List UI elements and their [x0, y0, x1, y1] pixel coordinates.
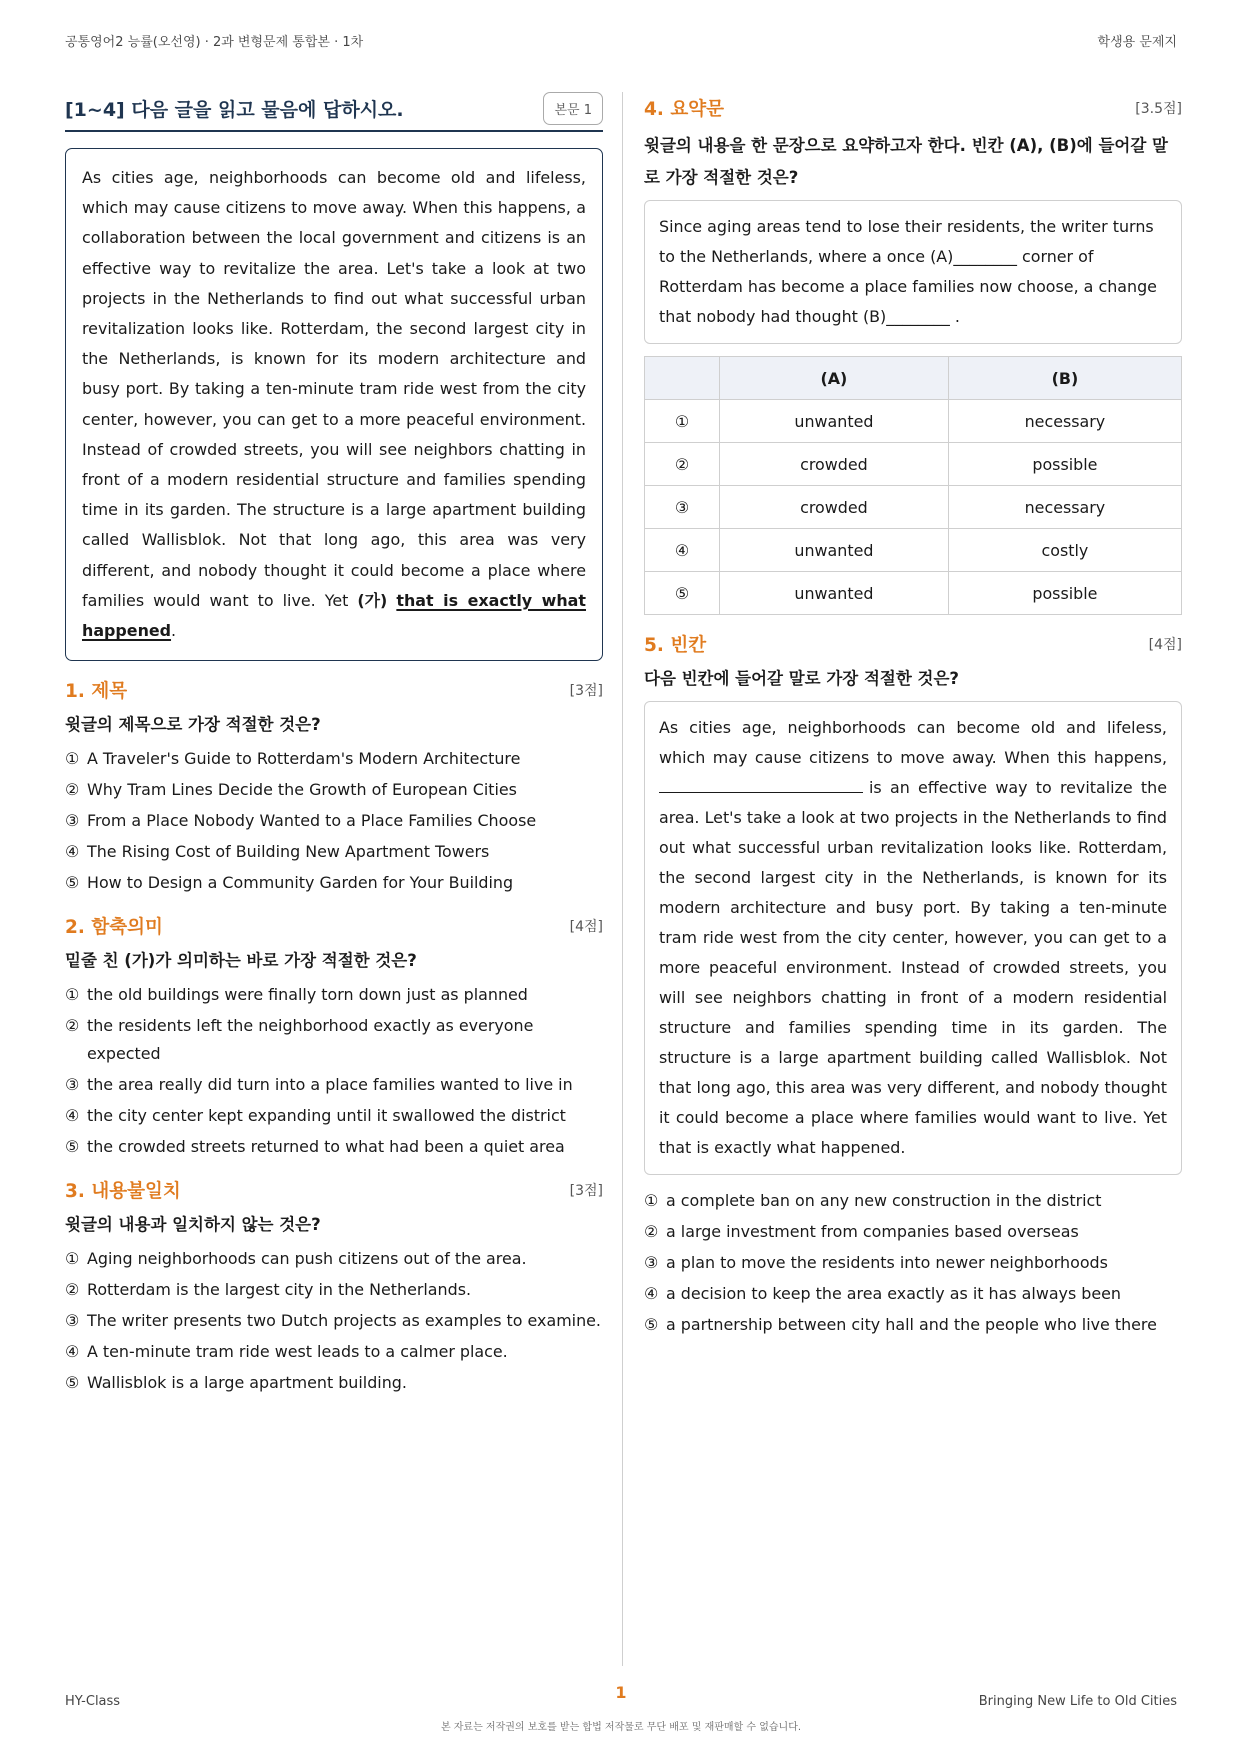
- option-text: the crowded streets returned to what had been a quiet area: [87, 1137, 565, 1157]
- table-corner: [645, 357, 720, 400]
- cell-a: crowded: [720, 486, 949, 529]
- option-text: the city center kept expanding until it swallowed the district: [87, 1106, 566, 1126]
- table-row[interactable]: [645, 572, 1182, 615]
- option-number: ①: [645, 400, 720, 443]
- copyright-note: 본 자료는 저작권의 보호를 받는 합법 저작물로 무단 배포 및 재판매할 수 없습니다.: [440, 1722, 802, 1733]
- option-number: ②: [65, 1280, 80, 1300]
- q2-option[interactable]: [65, 981, 603, 1009]
- q2-option[interactable]: [65, 1012, 603, 1068]
- option-number: ④: [65, 842, 80, 862]
- q2-prompt: 밑줄 친 (가)가 의미하는 바로 가장 적절한 것은?: [65, 951, 417, 971]
- page-number: 1: [615, 1683, 627, 1702]
- column-divider: [622, 92, 623, 1666]
- q1-option[interactable]: [65, 838, 603, 866]
- cell-b: necessary: [948, 486, 1181, 529]
- option-text: Rotterdam is the largest city in the Netherlands.: [87, 1280, 472, 1300]
- option-number: ③: [65, 1311, 80, 1331]
- q1-option[interactable]: [65, 745, 603, 773]
- passage-tag: 본문 1: [543, 92, 603, 125]
- cell-b: costly: [948, 529, 1181, 572]
- q3-option[interactable]: [65, 1338, 603, 1366]
- option-text: Wallisblok is a large apartment building.: [87, 1373, 407, 1393]
- q3-prompt: 윗글의 내용과 일치하지 않는 것은?: [65, 1215, 321, 1235]
- option-number: ①: [65, 1249, 80, 1269]
- q1-option[interactable]: [65, 869, 603, 897]
- header-left: 공통영어2 능률(오선영) · 2과 변형문제 통합본 · 1차: [65, 35, 364, 50]
- q1-options: [65, 745, 603, 897]
- passage-marker: (가): [357, 590, 388, 610]
- cell-b: possible: [948, 443, 1181, 486]
- option-number: ①: [644, 1191, 659, 1210]
- q5-prompt: 다음 빈칸에 들어갈 말로 가장 적절한 것은?: [644, 669, 960, 688]
- cell-a: unwanted: [720, 400, 949, 443]
- table-row[interactable]: [645, 400, 1182, 443]
- q5-title: 5. 빈칸: [644, 635, 707, 656]
- q1-title: 1. 제목: [65, 681, 128, 703]
- blank-passage-after: is an effective way to revitalize the area. Let's take a look at two projects in the Netherlands to find out what successful urban revitalization looks like. Rotterdam, the second largest city in the Netherlands, is known for its modern architecture and busy port. By taking a ten-minute tram ride west from the city center, however, you can get to a more peaceful environment. Instead of crowded streets, you will see neighbors chatting in front of a modern residential structure and families spending time in its garden. The structure is a large apartment building called Wallisblok. Not that long ago, this area was very different, and nobody thought it could become a place where families would want to live. Yet that is exactly what happened.: [659, 778, 1167, 1157]
- option-text: the old buildings were finally torn down just as planned: [87, 985, 528, 1005]
- table-row[interactable]: [645, 529, 1182, 572]
- option-text: a plan to move the residents into newer neighborhoods: [666, 1253, 1108, 1272]
- q5-option[interactable]: [644, 1187, 1182, 1215]
- option-text: From a Place Nobody Wanted to a Place Families Choose: [87, 811, 537, 831]
- q2-options: [65, 981, 603, 1161]
- q5-options: [644, 1187, 1182, 1339]
- cell-b: possible: [948, 572, 1181, 615]
- option-number: ③: [65, 1075, 80, 1095]
- passage-box: [65, 148, 603, 661]
- q5-option[interactable]: [644, 1280, 1182, 1308]
- q3-option[interactable]: [65, 1276, 603, 1304]
- option-number: ④: [65, 1342, 80, 1362]
- q1-option[interactable]: [65, 776, 603, 804]
- option-number: ③: [644, 1253, 659, 1272]
- option-text: The Rising Cost of Building New Apartment Towers: [87, 842, 490, 862]
- option-number: ④: [645, 529, 720, 572]
- option-text: The writer presents two Dutch projects as examples to examine.: [87, 1311, 601, 1331]
- blank-line: [659, 776, 863, 793]
- option-number: ⑤: [644, 1315, 659, 1334]
- option-text: Aging neighborhoods can push citizens out of the area.: [87, 1249, 527, 1269]
- option-text: A ten-minute tram ride west leads to a calmer place.: [87, 1342, 508, 1362]
- q3-option[interactable]: [65, 1307, 603, 1335]
- cell-a: crowded: [720, 443, 949, 486]
- passage-end: .: [171, 621, 177, 641]
- cell-a: unwanted: [720, 572, 949, 615]
- question-3: [65, 1171, 603, 1397]
- option-text: the area really did turn into a place families wanted to live in: [87, 1075, 573, 1095]
- question-4: [644, 86, 1182, 615]
- option-number: ①: [65, 749, 80, 769]
- q1-option[interactable]: [65, 807, 603, 835]
- q3-option[interactable]: [65, 1245, 603, 1273]
- option-text: How to Design a Community Garden for Your Building: [87, 873, 514, 893]
- blank-passage-box: [644, 701, 1182, 1175]
- q2-option[interactable]: [65, 1133, 603, 1161]
- option-text: Why Tram Lines Decide the Growth of European Cities: [87, 780, 517, 800]
- option-number: ④: [644, 1284, 659, 1303]
- question-5: [644, 625, 1182, 1339]
- option-number: ②: [645, 443, 720, 486]
- column-header-b: (B): [948, 357, 1181, 400]
- option-text: a partnership between city hall and the people who live there: [666, 1315, 1157, 1334]
- q3-points: [3점]: [569, 1183, 603, 1200]
- q5-option[interactable]: [644, 1218, 1182, 1246]
- q1-points: [3점]: [569, 683, 603, 700]
- q5-option[interactable]: [644, 1311, 1182, 1339]
- question-group-header: [65, 86, 603, 132]
- option-number: ④: [65, 1106, 80, 1126]
- underlined-phrase: that is exactly what happened: [82, 590, 586, 641]
- option-number: ②: [65, 780, 80, 800]
- question-2: [65, 907, 603, 1161]
- q2-option[interactable]: [65, 1071, 603, 1099]
- q4-points: [3.5점]: [1135, 101, 1182, 117]
- q4-title: 4. 요약문: [644, 99, 724, 120]
- option-text: a large investment from companies based overseas: [666, 1222, 1079, 1241]
- q2-points: [4점]: [569, 919, 603, 936]
- passage-text: As cities age, neighborhoods can become old and lifeless, which may cause citizens to move away. When this happens, a collaboration between the local government and citizens is an effective way to revitalize the area. Let's take a look at two projects in the Netherlands to find out what successful urban revitalization looks like. Rotterdam, the second largest city in the Netherlands, is known for its modern architecture and busy port. By taking a ten-minute tram ride west from the city center, however, you can get to a more peaceful environment. Instead of crowded streets, you will see neighbors chatting in front of a modern residential structure and families spending time in its garden. The structure is a large apartment building called Wallisblok. Not that long ago, this area was very different, and nobody thought it could become a place where families would want to live. Yet: [82, 168, 586, 610]
- left-column: [65, 86, 603, 1400]
- column-header-a: (A): [720, 357, 949, 400]
- option-text: a decision to keep the area exactly as it has always been: [666, 1284, 1122, 1303]
- option-number: ⑤: [65, 1373, 80, 1393]
- summary-box: Since aging areas tend to lose their residents, the writer turns to the Netherlands, where a once (A)________ corner of Rotterdam has become a place families now choose, a change that nobody had thought (B)________ .: [644, 200, 1182, 344]
- q5-option[interactable]: [644, 1249, 1182, 1277]
- q3-options: [65, 1245, 603, 1397]
- option-number: ⑤: [65, 873, 80, 893]
- q3-title: 3. 내용불일치: [65, 1181, 181, 1203]
- option-number: ②: [65, 1016, 80, 1036]
- option-number: ①: [65, 985, 80, 1005]
- right-column: [644, 86, 1182, 1342]
- q3-option[interactable]: [65, 1369, 603, 1397]
- q1-prompt: 윗글의 제목으로 가장 적절한 것은?: [65, 715, 321, 735]
- header-right: 학생용 문제지: [1097, 35, 1177, 50]
- answer-table: [644, 356, 1182, 615]
- cell-b: necessary: [948, 400, 1181, 443]
- footer-right: Bringing New Life to Old Cities: [978, 1694, 1177, 1709]
- table-row[interactable]: [645, 486, 1182, 529]
- option-number: ③: [65, 811, 80, 831]
- footer-left: HY-Class: [65, 1694, 121, 1709]
- option-number: ③: [645, 486, 720, 529]
- cell-a: unwanted: [720, 529, 949, 572]
- q4-prompt: 윗글의 내용을 한 문장으로 요약하고자 한다. 빈칸 (A), (B)에 들어갈 말로 가장 적절한 것은?: [644, 136, 1168, 187]
- option-text: a complete ban on any new construction in the district: [666, 1191, 1102, 1210]
- option-text: A Traveler's Guide to Rotterdam's Modern Architecture: [87, 749, 521, 769]
- option-text: the residents left the neighborhood exactly as everyone expected: [87, 1016, 534, 1064]
- option-number: ⑤: [645, 572, 720, 615]
- blank-passage-before: As cities age, neighborhoods can become old and lifeless, which may cause citizens to move away. When this happens,: [659, 718, 1167, 767]
- q2-option[interactable]: [65, 1102, 603, 1130]
- q5-points: [4점]: [1148, 637, 1182, 653]
- option-number: ⑤: [65, 1137, 80, 1157]
- group-title: [1~4] 다음 글을 읽고 물음에 답하시오.: [65, 98, 404, 121]
- table-row[interactable]: [645, 443, 1182, 486]
- q2-title: 2. 함축의미: [65, 917, 163, 939]
- question-1: [65, 671, 603, 897]
- option-number: ②: [644, 1222, 659, 1241]
